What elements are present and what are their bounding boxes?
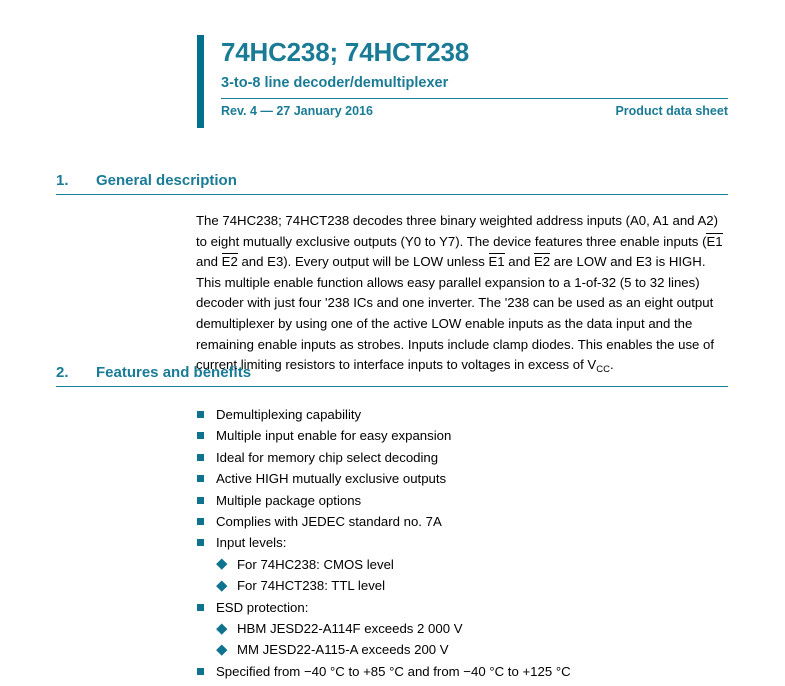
square-bullet-glyph — [197, 475, 204, 482]
square-bullet-icon — [196, 490, 216, 511]
revision-text: Rev. 4 — 27 January 2016 — [221, 104, 373, 118]
paragraph-text-5: are LOW and E3 is HIGH. This multiple enable function allows easy parallel expansion to a 1-of-32 (5 to 32 lines) decoder with just four '238 ICs and one inverter. The '238 can be used as an eight output demultiplexer by using one of the active LOW enable inputs as the data input and the remaining enable inputs as strobes. Inputs include clamp diodes. This enables the use of current limiting resistors to interface inputs to voltages in excess of V — [196, 254, 715, 373]
square-bullet-icon — [196, 511, 216, 532]
list-item — [196, 468, 728, 489]
list-item — [196, 618, 728, 639]
enable-input-e1-overline-2: E1 — [488, 254, 505, 270]
list-item — [196, 425, 728, 446]
list-item-label: Specified from −40 °C to +85 °C and from −40 °C to +125 °C — [216, 663, 571, 679]
list-item-label: HBM JESD22-A114F exceeds 2 000 V — [237, 621, 463, 637]
diamond-bullet-glyph — [216, 580, 227, 591]
list-item — [196, 575, 728, 596]
list-item — [196, 639, 728, 660]
square-bullet-icon — [196, 597, 216, 618]
section-number: 2. — [56, 364, 69, 381]
square-bullet-icon — [196, 425, 216, 446]
square-bullet-glyph — [197, 454, 204, 461]
paragraph-text-4: and — [504, 254, 534, 270]
square-bullet-icon — [196, 532, 216, 553]
section-divider — [56, 194, 728, 195]
square-bullet-icon — [196, 404, 216, 425]
diamond-bullet-glyph — [216, 559, 227, 570]
list-item — [196, 661, 728, 682]
features-list — [196, 404, 728, 682]
section-general-description — [56, 172, 728, 195]
page-subtitle: 3-to-8 line decoder/demultiplexer — [221, 75, 449, 91]
header-meta-row — [221, 104, 728, 118]
square-bullet-icon — [196, 661, 216, 682]
diamond-bullet-glyph — [216, 644, 227, 655]
section-title: Features and benefits — [96, 364, 252, 381]
square-bullet-glyph — [197, 518, 204, 525]
document-type-label: Product data sheet — [615, 104, 728, 118]
list-item — [196, 511, 728, 532]
list-item-label: Multiple package options — [216, 492, 362, 508]
general-description-paragraph — [196, 211, 728, 378]
enable-input-e2-overline-2: E2 — [533, 254, 551, 270]
diamond-bullet-icon — [217, 554, 237, 575]
section-divider — [56, 386, 728, 387]
diamond-bullet-icon — [217, 618, 237, 639]
square-bullet-icon — [196, 468, 216, 489]
page-title: 74HC238; 74HCT238 — [221, 37, 470, 67]
square-bullet-glyph — [197, 497, 204, 504]
list-item — [196, 404, 728, 425]
diamond-bullet-icon — [217, 639, 237, 660]
section-number: 1. — [56, 172, 69, 189]
document-header — [197, 35, 728, 118]
list-item-label: Input levels: — [216, 535, 287, 551]
diamond-bullet-icon — [217, 575, 237, 596]
square-bullet-icon — [196, 447, 216, 468]
square-bullet-glyph — [197, 668, 204, 675]
vcc-subscript: CC — [596, 363, 610, 375]
section-heading — [56, 364, 728, 381]
square-bullet-glyph — [197, 411, 204, 418]
paragraph-text-2: and — [196, 254, 222, 270]
list-item-label: For 74HC238: CMOS level — [237, 556, 394, 572]
list-item-label: Multiple input enable for easy expansion — [216, 428, 452, 444]
list-item — [196, 447, 728, 468]
paragraph-text-3: and E3). Every output will be LOW unless — [237, 254, 489, 270]
square-bullet-glyph — [197, 539, 204, 546]
list-item-label: MM JESD22-A115-A exceeds 200 V — [237, 642, 449, 658]
header-text-block — [221, 35, 728, 118]
section-features-and-benefits — [56, 364, 728, 387]
list-item-label: Active HIGH mutually exclusive outputs — [216, 471, 447, 487]
diamond-bullet-glyph — [216, 623, 227, 634]
header-divider — [221, 98, 728, 99]
section-heading — [56, 172, 728, 189]
list-item-label: ESD protection: — [216, 599, 309, 615]
list-item — [196, 554, 728, 575]
header-accent-bar — [197, 35, 204, 128]
square-bullet-glyph — [197, 432, 204, 439]
list-item-label: For 74HCT238: TTL level — [237, 578, 386, 594]
paragraph-text-1: The 74HC238; 74HCT238 decodes three binary weighted address inputs (A0, A1 and A2) to eight mutually exclusive outputs (Y0 to Y7). The device features three enable inputs ( — [196, 213, 718, 249]
section-title: General description — [96, 172, 237, 189]
list-item — [196, 597, 728, 618]
list-item-label: Ideal for memory chip select decoding — [216, 449, 439, 465]
paragraph-text-6: . — [609, 357, 614, 373]
list-item-label: Demultiplexing capability — [216, 407, 362, 422]
list-item-label: Complies with JEDEC standard no. 7A — [216, 514, 442, 530]
list-item — [196, 490, 728, 511]
enable-input-e1-overline: E1 — [706, 233, 723, 249]
list-item — [196, 532, 728, 553]
enable-input-e2-overline: E2 — [221, 254, 238, 270]
square-bullet-glyph — [197, 604, 204, 611]
